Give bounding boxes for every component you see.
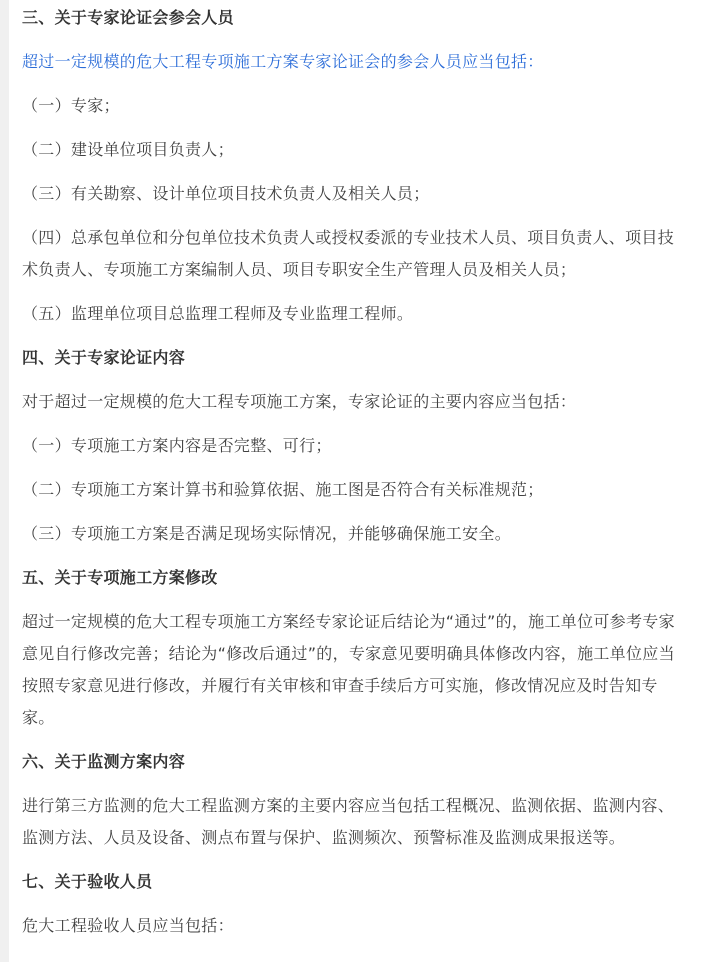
list-item-paragraph: （三）有关勘察、设计单位项目技术负责人及相关人员； [22,184,430,203]
section-heading: 五、关于专项施工方案修改 [22,568,218,587]
section-plan-modification [22,562,687,734]
highlighted-paragraph: 超过一定规模的危大工程专项施工方案专家论证会的参会人员应当包括： [22,52,544,71]
section-monitoring-plan-content [22,746,687,854]
section-heading: 三、关于专家论证会参会人员 [22,8,234,27]
section-expert-meeting-participants [22,2,687,330]
list-item-paragraph: （四）总承包单位和分包单位技术负责人或授权委派的专业技术人员、项目负责人、项目技术负责人、专项施工方案编制人员、项目专职安全生产管理人员及相关人员； [22,228,675,279]
section-heading: 七、关于验收人员 [22,872,153,891]
paragraph: 超过一定规模的危大工程专项施工方案经专家论证后结论为“通过”的，施工单位可参考专家意见自行修改完善；结论为“修改后通过”的，专家意见要明确具体修改内容，施工单位应当按照专家意见进行修改，并履行有关审核和审查手续后方可实施，修改情况应及时告知专家。 [22,612,675,727]
section-expert-review-content [22,342,687,550]
list-item-paragraph: （一）专家； [22,96,120,115]
list-item-paragraph: （五）监理单位项目总监理工程师及专业监理工程师。 [22,304,414,323]
section-heading: 四、关于专家论证内容 [22,348,186,367]
paragraph: 对于超过一定规模的危大工程专项施工方案，专家论证的主要内容应当包括： [22,392,577,411]
paragraph: 进行第三方监测的危大工程监测方案的主要内容应当包括工程概况、监测依据、监测内容、监测方法、人员及设备、测点布置与保护、监测频次、预警标准及监测成果报送等。 [22,796,675,847]
list-item-paragraph: （二）建设单位项目负责人； [22,140,234,159]
section-heading: 六、关于监测方案内容 [22,752,186,771]
page-edge-strip [0,0,9,962]
section-acceptance-personnel [22,866,687,942]
paragraph: 危大工程验收人员应当包括： [22,916,234,935]
list-item-paragraph: （三）专项施工方案是否满足现场实际情况，并能够确保施工安全。 [22,524,512,543]
list-item-paragraph: （一）专项施工方案内容是否完整、可行； [22,436,332,455]
list-item-paragraph: （二）专项施工方案计算书和验算依据、施工图是否符合有关标准规范； [22,480,544,499]
